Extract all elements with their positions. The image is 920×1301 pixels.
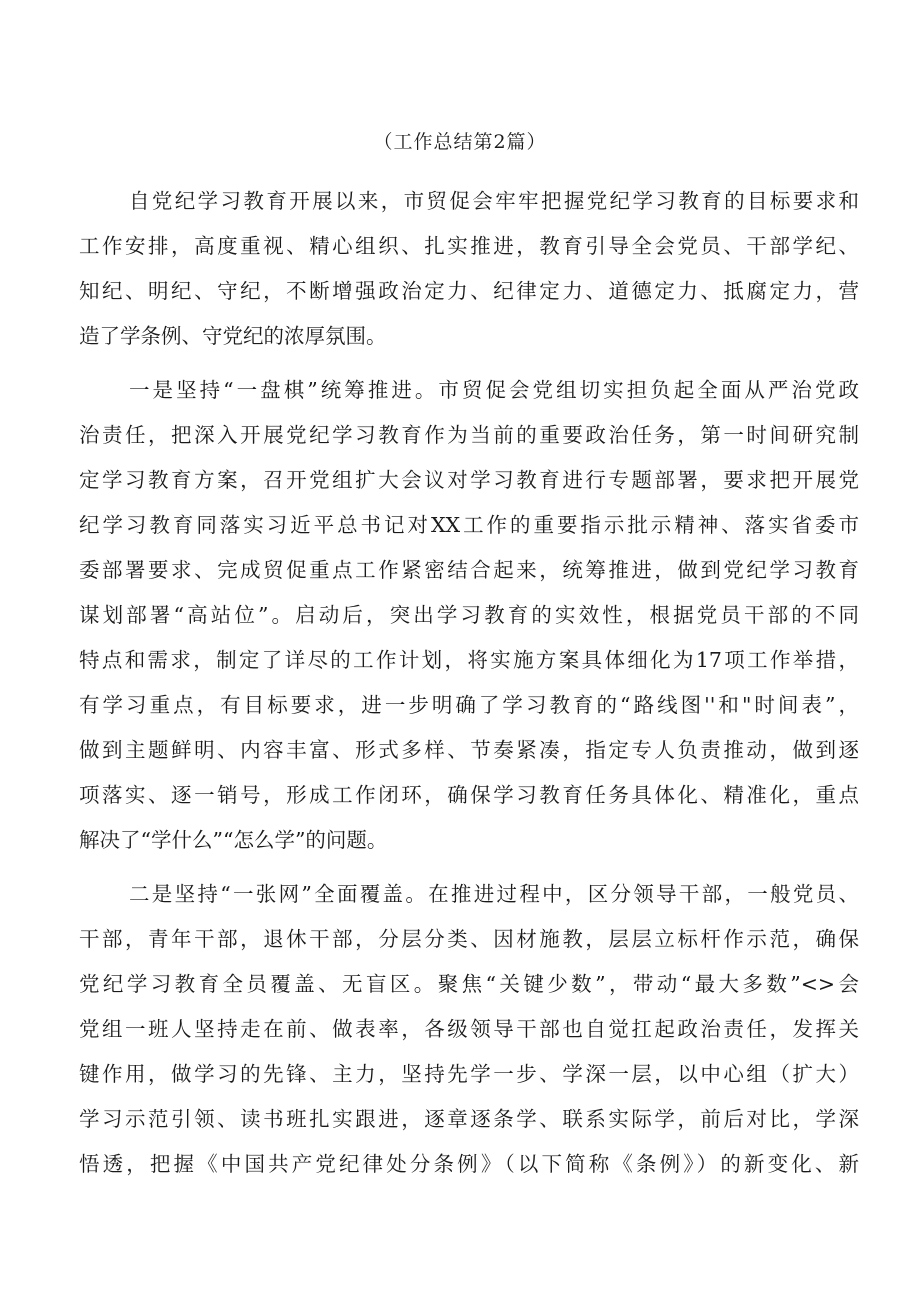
paragraph-line: 有学习重点，有目标要求，进一步明确了学习教育的“路线图''和"时间表”， [79, 693, 859, 717]
paragraph-line: 造了学条例、守党纪的浓厚氛围。 [79, 324, 387, 348]
paragraph-line: 悟透，把握《中国共产党纪律处分条例》（以下简称《条例》）的新变化、新 [79, 1152, 859, 1176]
document-title: （工作总结第2篇） [373, 131, 547, 153]
paragraph-line: 键作用，做学习的先锋、主力，坚持先学一步、学深一层，以中心组（扩大） [79, 1062, 859, 1086]
paragraph-line: 一是坚持“一盘棋”统筹推进。市贸促会党组切实担负起全面从严治党政 [129, 378, 859, 402]
paragraph-line: 特点和需求，制定了详尽的工作计划，将实施方案具体细化为17项工作举措， [79, 648, 859, 672]
paragraph-line: 治责任，把深入开展党纪学习教育作为当前的重要政治任务，第一时间研究制 [79, 423, 859, 447]
paragraph-line: 委部署要求、完成贸促重点工作紧密结合起来，统筹推进，做到党纪学习教育 [79, 558, 859, 582]
paragraph-line: 党纪学习教育全员覆盖、无盲区。聚焦“关键少数”，带动“最大多数”<>会 [79, 972, 859, 996]
paragraph-line: 知纪、明纪、守纪，不断增强政治定力、纪律定力、道德定力、抵腐定力，营 [79, 279, 859, 303]
paragraph-line: 党组一班人坚持走在前、做表率，各级领导干部也自觉扛起政治责任，发挥关 [79, 1017, 859, 1041]
paragraph-line: 自党纪学习教育开展以来，市贸促会牢牢把握党纪学习教育的目标要求和 [129, 189, 859, 213]
paragraph-line: 工作安排，高度重视、精心组织、扎实推进，教育引导全会党员、干部学纪、 [79, 234, 859, 258]
paragraph-line: 二是坚持“一张网”全面覆盖。在推进过程中，区分领导干部，一般党员、 [129, 882, 859, 906]
paragraph-line: 做到主题鲜明、内容丰富、形式多样、节奏紧凑，指定专人负责推动，做到逐 [79, 738, 859, 762]
paragraph-line: 学习示范引领、读书班扎实跟进，逐章逐条学、联系实际学，前后对比，学深 [79, 1107, 859, 1131]
paragraph-line: 项落实、逐一销号，形成工作闭环，确保学习教育任务具体化、精准化，重点 [79, 783, 859, 807]
paragraph-line: 纪学习教育同落实习近平总书记对XX工作的重要指示批示精神、落实省委市 [79, 513, 859, 537]
paragraph-line: 谋划部署“高站位”。启动后，突出学习教育的实效性，根据党员干部的不同 [79, 603, 859, 627]
paragraph-line: 干部，青年干部，退休干部，分层分类、因材施教，层层立标杆作示范，确保 [79, 927, 859, 951]
paragraph-line: 定学习教育方案，召开党组扩大会议对学习教育进行专题部署，要求把开展党 [79, 468, 859, 492]
paragraph-line: 解决了“学什么”“怎么学”的问题。 [79, 828, 388, 852]
